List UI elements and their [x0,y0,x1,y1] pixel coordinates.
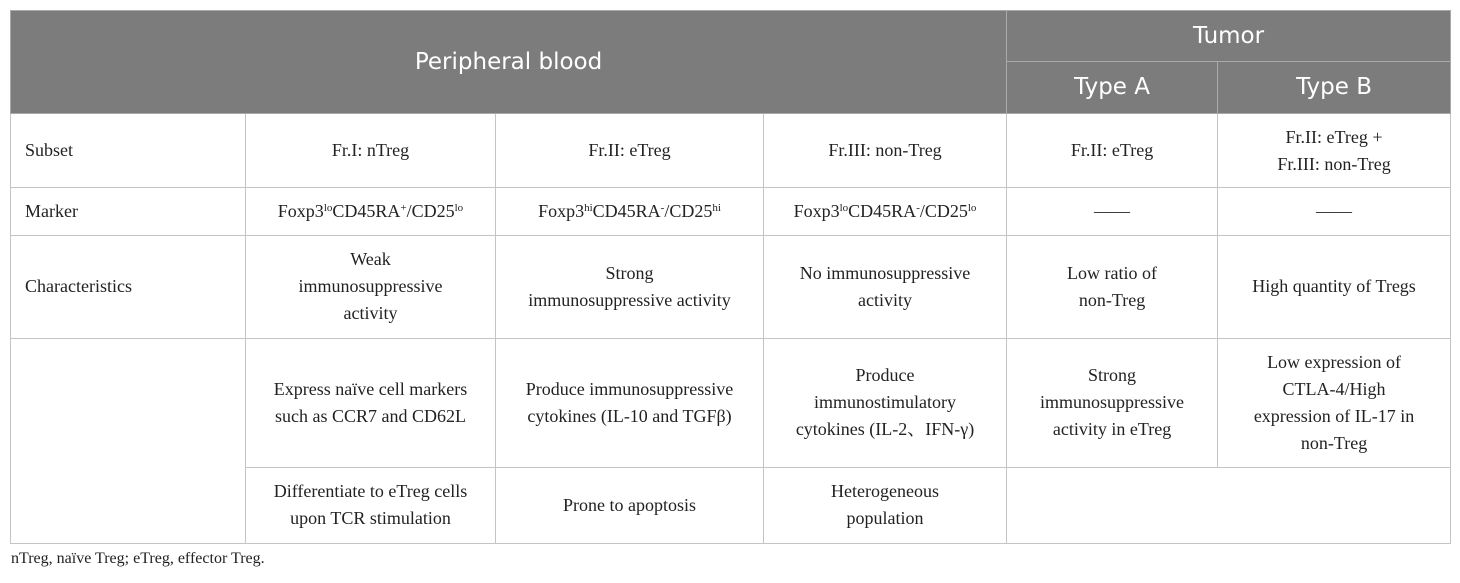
marker-superscript: hi [584,202,593,215]
characteristics-fr1-line3: activity [343,303,398,324]
header-row-1 [11,11,1451,62]
characteristics-type-b: High quantity of Tregs [1218,236,1451,338]
subset-fr2: Fr.II: eTreg [496,114,764,188]
characteristics-fr2-line1: Strong [605,262,654,283]
row-label-marker: Marker [11,188,246,236]
marker-text: /CD25 [664,201,713,222]
table-footnote: nTreg, naïve Treg; eTreg, effector Treg. [11,550,265,567]
characteristics-fr1 [246,236,496,338]
marker-text: /CD25 [919,201,968,222]
extra-fr1 [246,467,496,543]
marker-superscript: - [660,202,665,215]
characteristics-type-a-line1: Low ratio of [1067,262,1158,283]
header-peripheral-blood: Peripheral blood [11,11,1007,114]
table-row-subset [11,114,1451,188]
details-fr3 [764,338,1007,467]
details-fr1-line2: such as CCR7 and CD62L [275,405,466,426]
marker-text: /CD25 [406,201,455,222]
characteristics-fr3 [764,236,1007,338]
extra-fr1-line2: upon TCR stimulation [290,508,451,529]
treg-comparison-table [10,10,1451,544]
details-type-b-line2: CTLA-4/High [1282,378,1386,399]
details-type-b-line3: expression of IL-17 in [1253,405,1415,426]
extra-fr3-line1: Heterogeneous [831,481,939,502]
details-type-b-line1: Low expression of [1267,351,1402,372]
header-type-b: Type B [1218,62,1451,114]
characteristics-fr2-line2: immunosuppressive activity [528,289,731,310]
table-row-characteristics [11,236,1451,338]
subset-fr3: Fr.III: non-Treg [764,114,1007,188]
details-fr1-line1: Express naïve cell markers [273,378,468,399]
details-type-a-line1: Strong [1088,365,1137,386]
marker-superscript: + [400,202,407,215]
details-fr3-line1: Produce [855,365,915,386]
characteristics-type-a [1007,236,1218,338]
marker-superscript: lo [839,202,849,215]
details-fr1 [246,338,496,467]
marker-superscript: hi [712,202,721,215]
marker-text: Foxp3 [277,201,324,222]
details-type-b-line4: non-Treg [1300,432,1368,453]
details-fr2 [496,338,764,467]
marker-fr2 [496,188,764,236]
details-type-a-line3: activity in eTreg [1052,419,1172,440]
subset-fr1: Fr.I: nTreg [246,114,496,188]
characteristics-fr1-line2: immunosuppressive [298,276,443,297]
subset-type-b-line1: Fr.II: eTreg + [1285,126,1383,147]
details-type-b [1218,338,1451,467]
row-label-empty [11,338,246,543]
header-type-a: Type A [1007,62,1218,114]
marker-superscript: lo [323,202,333,215]
subset-type-a: Fr.II: eTreg [1007,114,1218,188]
marker-superscript: - [916,202,920,215]
table-row-marker [11,188,1451,236]
details-type-a-line2: immunosuppressive [1040,392,1185,413]
extra-fr1-line1: Differentiate to eTreg cells [273,481,468,502]
extra-fr2: Prone to apoptosis [496,467,764,543]
marker-fr1 [246,188,496,236]
details-fr2-line2: cytokines (IL-10 and TGFβ) [527,405,732,426]
row-label-characteristics: Characteristics [11,236,246,338]
details-fr2-line1: Produce immunosuppressive [525,378,734,399]
subset-type-b-line2: Fr.III: non-Treg [1277,153,1391,174]
table-row-details [11,338,1451,467]
details-fr3-line3: cytokines (IL-2、IFN-γ) [795,419,975,440]
marker-text: CD45RA [592,201,661,222]
marker-fr3 [764,188,1007,236]
header-tumor: Tumor [1007,11,1451,62]
marker-text: CD45RA [332,201,401,222]
marker-type-a: —— [1007,188,1218,236]
extra-fr3 [764,467,1007,543]
characteristics-fr3-line2: activity [858,289,913,310]
details-fr3-line2: immunostimulatory [814,392,957,413]
subset-type-b [1218,114,1451,188]
marker-superscript: lo [967,202,977,215]
marker-superscript: lo [454,202,464,215]
marker-text: Foxp3 [793,201,840,222]
marker-text: Foxp3 [538,201,585,222]
characteristics-fr1-line1: Weak [350,249,391,270]
details-type-a [1007,338,1218,467]
characteristics-type-a-line2: non-Treg [1078,289,1146,310]
row-label-subset: Subset [11,114,246,188]
characteristics-fr2 [496,236,764,338]
marker-type-b: —— [1218,188,1451,236]
extra-tumor-empty [1007,467,1451,543]
marker-text: CD45RA [848,201,917,222]
characteristics-fr3-line1: No immunosuppressive [799,262,971,283]
extra-fr3-line2: population [846,508,924,529]
